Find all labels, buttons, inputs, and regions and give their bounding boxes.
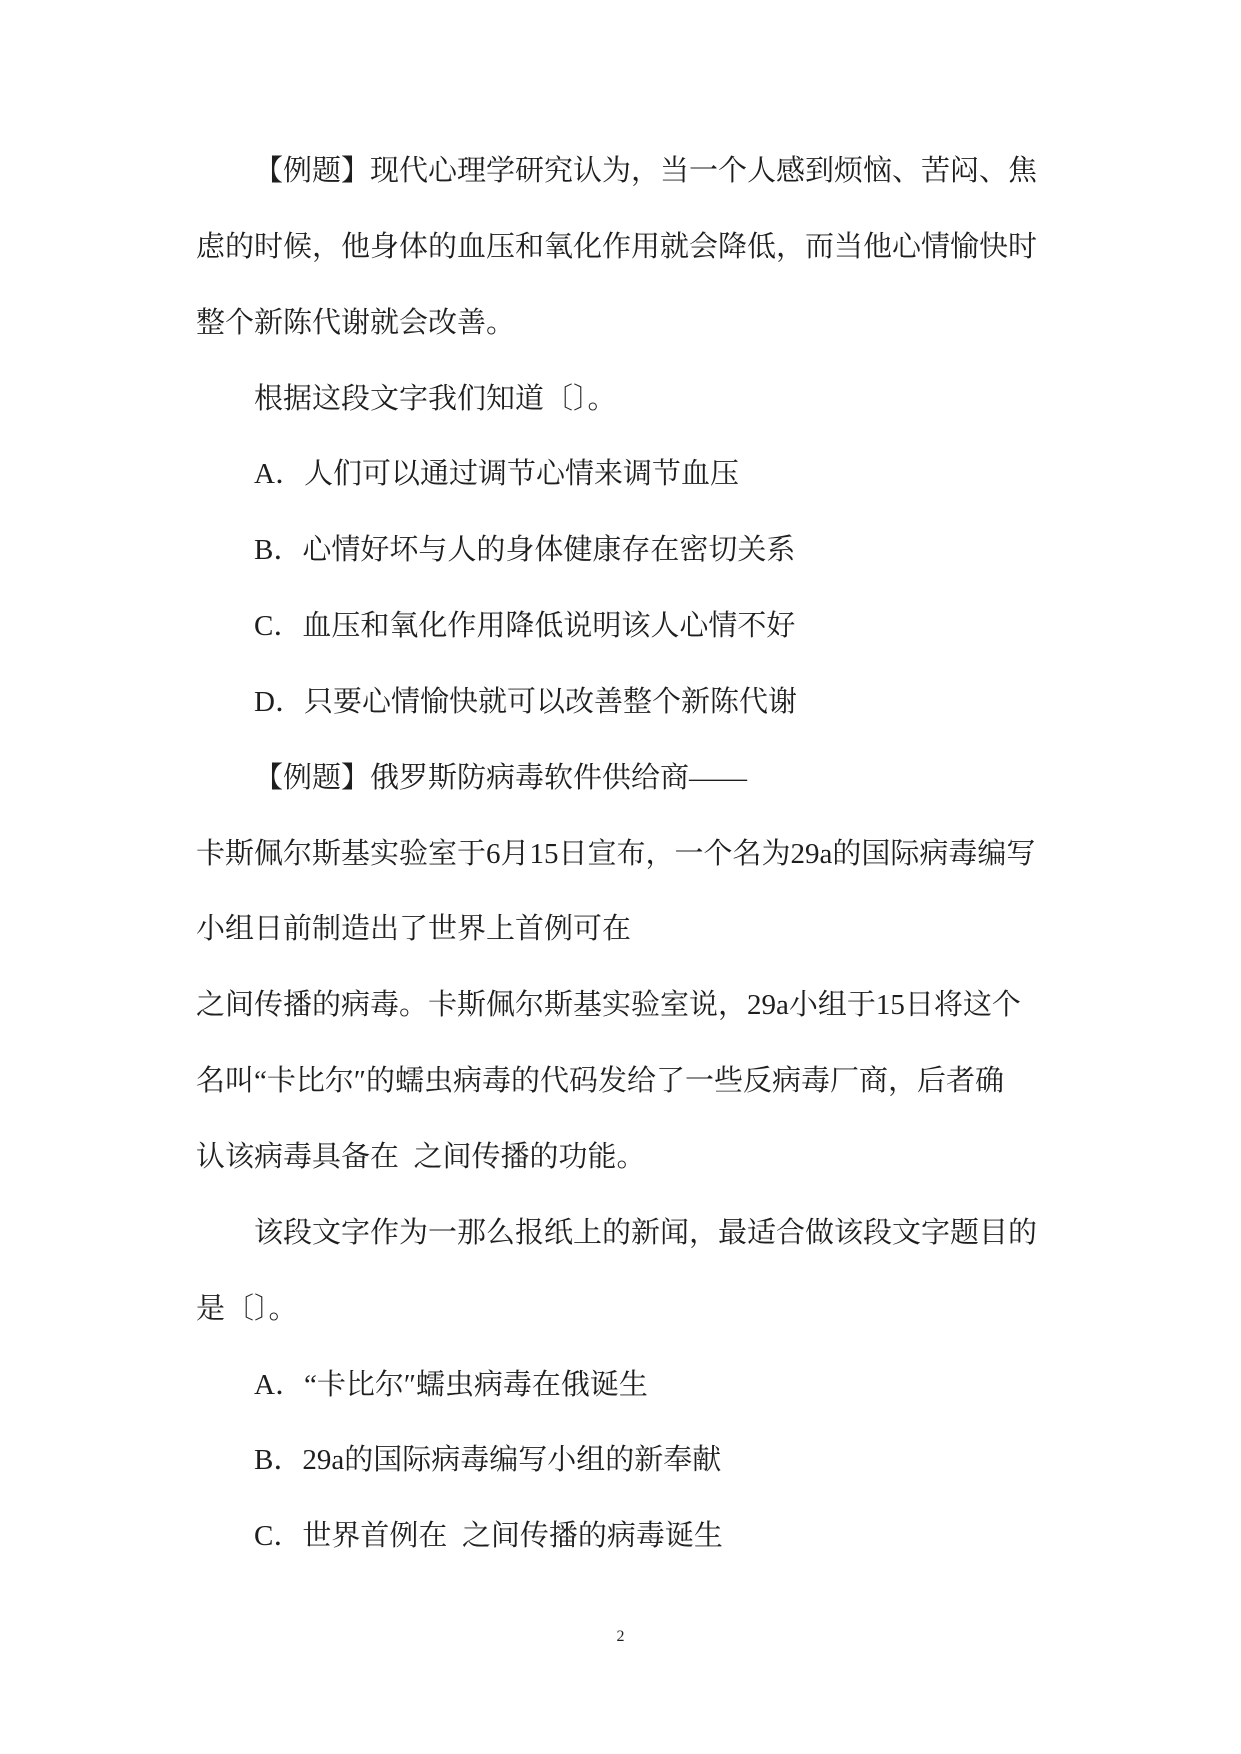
question-prompt-line: 该段文字作为一那么报纸上的新闻，最适合做该段文字题目的 (254, 1216, 1038, 1249)
example-stem-line: 小组日前制造出了世界上首例可在 (196, 913, 632, 946)
option-d: D．只要心情愉快就可以改善整个新陈代谢 (254, 685, 797, 718)
example-stem-line: 认该病毒具备在 之间传播的功能。 (196, 1140, 646, 1173)
option-b: B．29a的国际病毒编写小组的新奉献 (254, 1444, 722, 1477)
example-question-1 (0, 134, 1241, 741)
example-stem-line: 名叫“卡比尔″的蠕虫病毒的代码发给了一些反病毒厂商，后者确 (196, 1065, 1004, 1098)
option-a: A．人们可以通过调节心情来调节血压 (254, 458, 739, 491)
option-b: B．心情好坏与人的身体健康存在密切关系 (254, 534, 796, 567)
example-stem-line: 整个新陈代谢就会改善。 (196, 306, 516, 339)
question-prompt-line: 是〔〕。 (196, 1292, 298, 1325)
example-stem-line: 【例题】俄罗斯防病毒软件供给商—— (254, 761, 748, 794)
example-stem-line: 虑的时候，他身体的血压和氧化作用就会降低，而当他心情愉快时 (196, 230, 1038, 263)
example-stem-line: 【例题】现代心理学研究认为，当一个人感到烦恼、苦闷、焦 (254, 155, 1038, 187)
example-stem-line: 之间传播的病毒。卡斯佩尔斯基实验室说，29a小组于15日将这个 (196, 989, 1021, 1022)
option-c: C．世界首例在 之间传播的病毒诞生 (254, 1520, 723, 1553)
option-c: C．血压和氧化作用降低说明该人心情不好 (254, 610, 796, 643)
example-stem-line: 卡斯佩尔斯基实验室于6月15日宣布，一个名为29a的国际病毒编写 (196, 837, 1036, 870)
page-number: 2 (616, 1628, 625, 1645)
example-question-2 (0, 741, 1241, 1575)
question-prompt: 根据这段文字我们知道〔〕。 (254, 382, 617, 415)
document-page (0, 134, 1241, 1575)
option-a: A．“卡比尔″蠕虫病毒在俄诞生 (254, 1368, 648, 1401)
